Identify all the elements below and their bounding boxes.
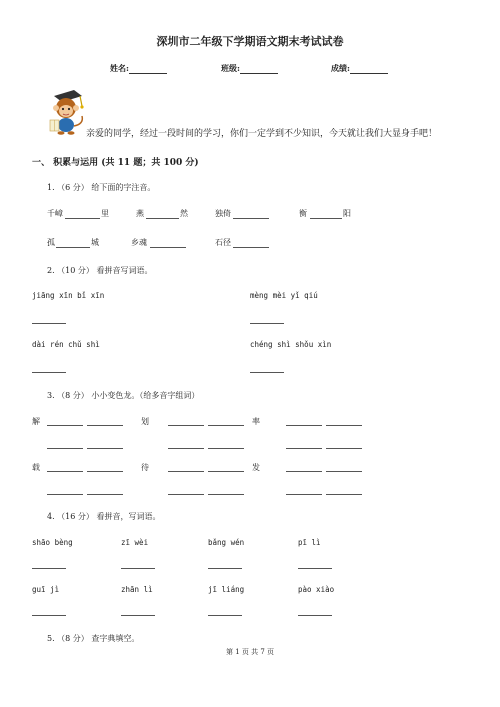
q1-word: 衡	[299, 209, 307, 218]
q3-blank[interactable]	[286, 448, 322, 449]
q4-blank[interactable]	[208, 568, 242, 569]
section-heading: 一、 积累与运用 (共 11 题；共 100 分)	[32, 158, 199, 168]
page-title: 深圳市二年级下学期语文期末考试试卷	[156, 35, 344, 48]
q3-blank[interactable]	[208, 494, 244, 495]
q1-blank[interactable]	[146, 218, 179, 219]
name-blank[interactable]	[129, 65, 167, 74]
q4-pinyin: guī jì	[32, 585, 60, 594]
q1-word: 燕	[136, 209, 144, 218]
q4-pinyin: zhān lì	[121, 585, 153, 594]
q3-blank[interactable]	[87, 425, 123, 426]
q1-word: 千嶂	[47, 209, 63, 218]
q4-blank[interactable]	[32, 568, 66, 569]
score-label: 成绩:	[331, 63, 350, 73]
q2-blank[interactable]	[250, 372, 284, 373]
q1-word: 然	[180, 209, 188, 218]
q4-blank[interactable]	[298, 615, 332, 616]
question-3-title: 3. （8 分） 小小变色龙。（给多音字组词）	[47, 391, 200, 400]
q4-blank[interactable]	[32, 615, 66, 616]
q3-blank[interactable]	[87, 448, 123, 449]
q2-pinyin: dài rén chǔ shì	[32, 340, 100, 349]
question-4-title: 4. （16 分） 看拼音，写词语。	[47, 512, 161, 521]
monkey-scholar-icon	[44, 86, 88, 136]
q1-blank[interactable]	[233, 218, 269, 219]
q3-blank[interactable]	[47, 494, 83, 495]
name-field	[110, 63, 167, 74]
q4-blank[interactable]	[208, 615, 242, 616]
q3-blank[interactable]	[47, 448, 83, 449]
q1-word: 乡魂	[131, 238, 147, 247]
q2-blank[interactable]	[32, 372, 66, 373]
q3-blank[interactable]	[47, 471, 83, 472]
q3-char: 率	[252, 417, 260, 426]
q4-pinyin: bǎng wén	[208, 538, 245, 547]
q3-char: 发	[252, 463, 260, 472]
q1-word: 孤	[47, 238, 55, 247]
q1-blank[interactable]	[65, 218, 100, 219]
question-1-title: 1. （6 分） 给下面的字注音。	[47, 183, 156, 192]
q3-blank[interactable]	[286, 471, 322, 472]
q3-blank[interactable]	[286, 425, 322, 426]
class-field	[221, 63, 278, 74]
name-label: 姓名:	[110, 63, 129, 73]
q2-pinyin: mèng mèi yǐ qiú	[250, 291, 318, 300]
q2-blank[interactable]	[32, 323, 66, 324]
q4-pinyin: zī wèi	[121, 538, 149, 547]
score-blank[interactable]	[350, 65, 388, 74]
q3-blank[interactable]	[47, 425, 83, 426]
q1-blank[interactable]	[150, 247, 186, 248]
q3-char: 划	[141, 417, 149, 426]
q2-pinyin: jiāng xīn bǐ xīn	[32, 291, 105, 300]
question-2-title: 2. （10 分） 看拼音写词语。	[47, 266, 153, 275]
greeting-text: 亲爱的同学，经过一段时间的学习，你们一定学到不少知识，今天就让我们大显身手吧！	[86, 129, 438, 139]
q3-blank[interactable]	[208, 471, 244, 472]
q4-pinyin: jī liáng	[208, 585, 245, 594]
q2-pinyin: chéng shì shǒu xìn	[250, 340, 332, 349]
q2-blank[interactable]	[250, 323, 284, 324]
q1-word: 石径	[215, 238, 231, 247]
q3-blank[interactable]	[87, 494, 123, 495]
q1-word: 里	[101, 209, 109, 218]
q4-pinyin: pī lì	[298, 538, 321, 547]
q4-pinyin: shāo bèng	[32, 538, 73, 547]
q3-blank[interactable]	[326, 448, 362, 449]
q4-blank[interactable]	[298, 568, 332, 569]
q1-blank[interactable]	[56, 247, 90, 248]
q3-char: 待	[141, 463, 149, 472]
q1-word: 阳	[343, 209, 351, 218]
q1-word: 城	[91, 238, 99, 247]
q3-blank[interactable]	[168, 494, 204, 495]
page-footer: 第 1 页 共 7 页	[225, 648, 275, 656]
class-blank[interactable]	[240, 65, 278, 74]
q1-word: 独倚	[215, 209, 231, 218]
q3-blank[interactable]	[168, 471, 204, 472]
q4-blank[interactable]	[121, 615, 155, 616]
q1-blank[interactable]	[233, 247, 269, 248]
q3-blank[interactable]	[168, 425, 204, 426]
q4-pinyin: pào xiào	[298, 585, 335, 594]
q1-blank[interactable]	[310, 218, 342, 219]
q3-blank[interactable]	[326, 425, 362, 426]
q3-blank[interactable]	[208, 425, 244, 426]
q3-blank[interactable]	[87, 471, 123, 472]
class-label: 班级:	[221, 63, 240, 73]
score-field	[331, 63, 388, 74]
q3-blank[interactable]	[326, 494, 362, 495]
q4-blank[interactable]	[121, 568, 155, 569]
q3-blank[interactable]	[208, 448, 244, 449]
q3-char: 解	[32, 417, 40, 426]
q3-blank[interactable]	[326, 471, 362, 472]
q3-blank[interactable]	[168, 448, 204, 449]
question-5-title: 5. （8 分） 查字典填空。	[47, 634, 140, 643]
q3-blank[interactable]	[286, 494, 322, 495]
q3-char: 载	[32, 463, 40, 472]
